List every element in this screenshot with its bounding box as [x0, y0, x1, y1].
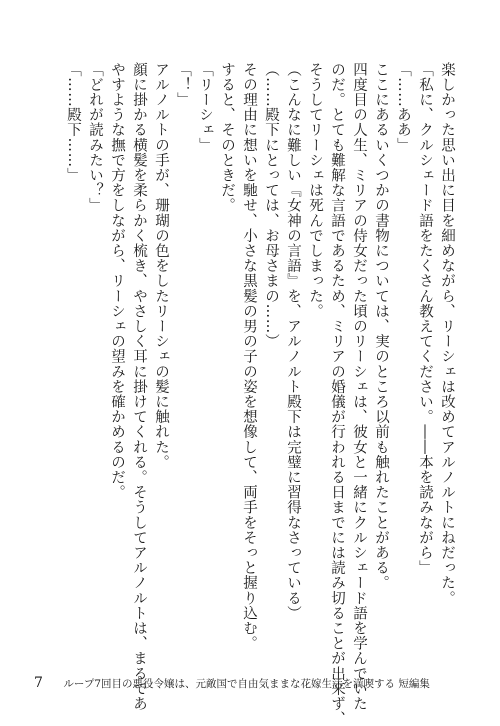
text-line: （……殿下にとっては、お母さまの……） [263, 62, 279, 349]
text-line: すると、そのときだ。 [219, 62, 235, 213]
text-line: 「どれが読みたい？」 [87, 62, 103, 213]
text-line: のだ。とても難解な言語であるため、ミリアの婚儀が行われる日までには読み切ることが出来ず、 [329, 62, 345, 726]
text-line: やすような撫で方をしながら、リーシェの望みを確かめるのだ。 [109, 62, 125, 500]
running-title: ループ7回目の悪役令嬢は、元敵国で自由気ままな花嫁生活を満喫する 短編集 [63, 678, 430, 690]
text-line: 「！」 [175, 62, 191, 108]
text-line: アルノルトの手が、珊瑚の色をしたリーシェの髪に触れた。 [153, 62, 169, 470]
text-line: そうしてリーシェは死んでしまった。 [307, 62, 323, 319]
text-line: 「……ああ」 [395, 62, 411, 153]
text-line: 「リーシェ」 [197, 62, 213, 153]
text-line: 四度目の人生、ミリアの侍女だった頃のリーシェは、彼女と一緒にクルシェード語を学んでいた [351, 62, 367, 712]
text-line: 「……殿下……」 [65, 62, 81, 183]
text-line: その理由に想いを馳せ、小さな黒髪の男の子の姿を想像して、両手をそっと握り込む。 [241, 62, 257, 651]
text-line: （こんなに難しい『女神の言語』を、アルノルト殿下は完璧に習得なさっている） [285, 62, 301, 621]
text-line: ここにあるいくつかの書物については、実のところ以前も触れたことがある。 [373, 62, 389, 591]
text-line: 「私に、クルシェード語をたくさん教えてください。――本を読みながら」 [417, 62, 433, 576]
text-line: 楽しかった思い出に目を細めながら、リーシェは改めてアルノルトにねだった。 [439, 62, 455, 606]
text-line: 顔に掛かる横髪を柔らかく梳き、やさしく耳に掛けてくれる。そうしてアルノルトは、まるであ [131, 62, 147, 712]
page-number: 7 [34, 675, 43, 691]
page-footer [34, 675, 430, 691]
